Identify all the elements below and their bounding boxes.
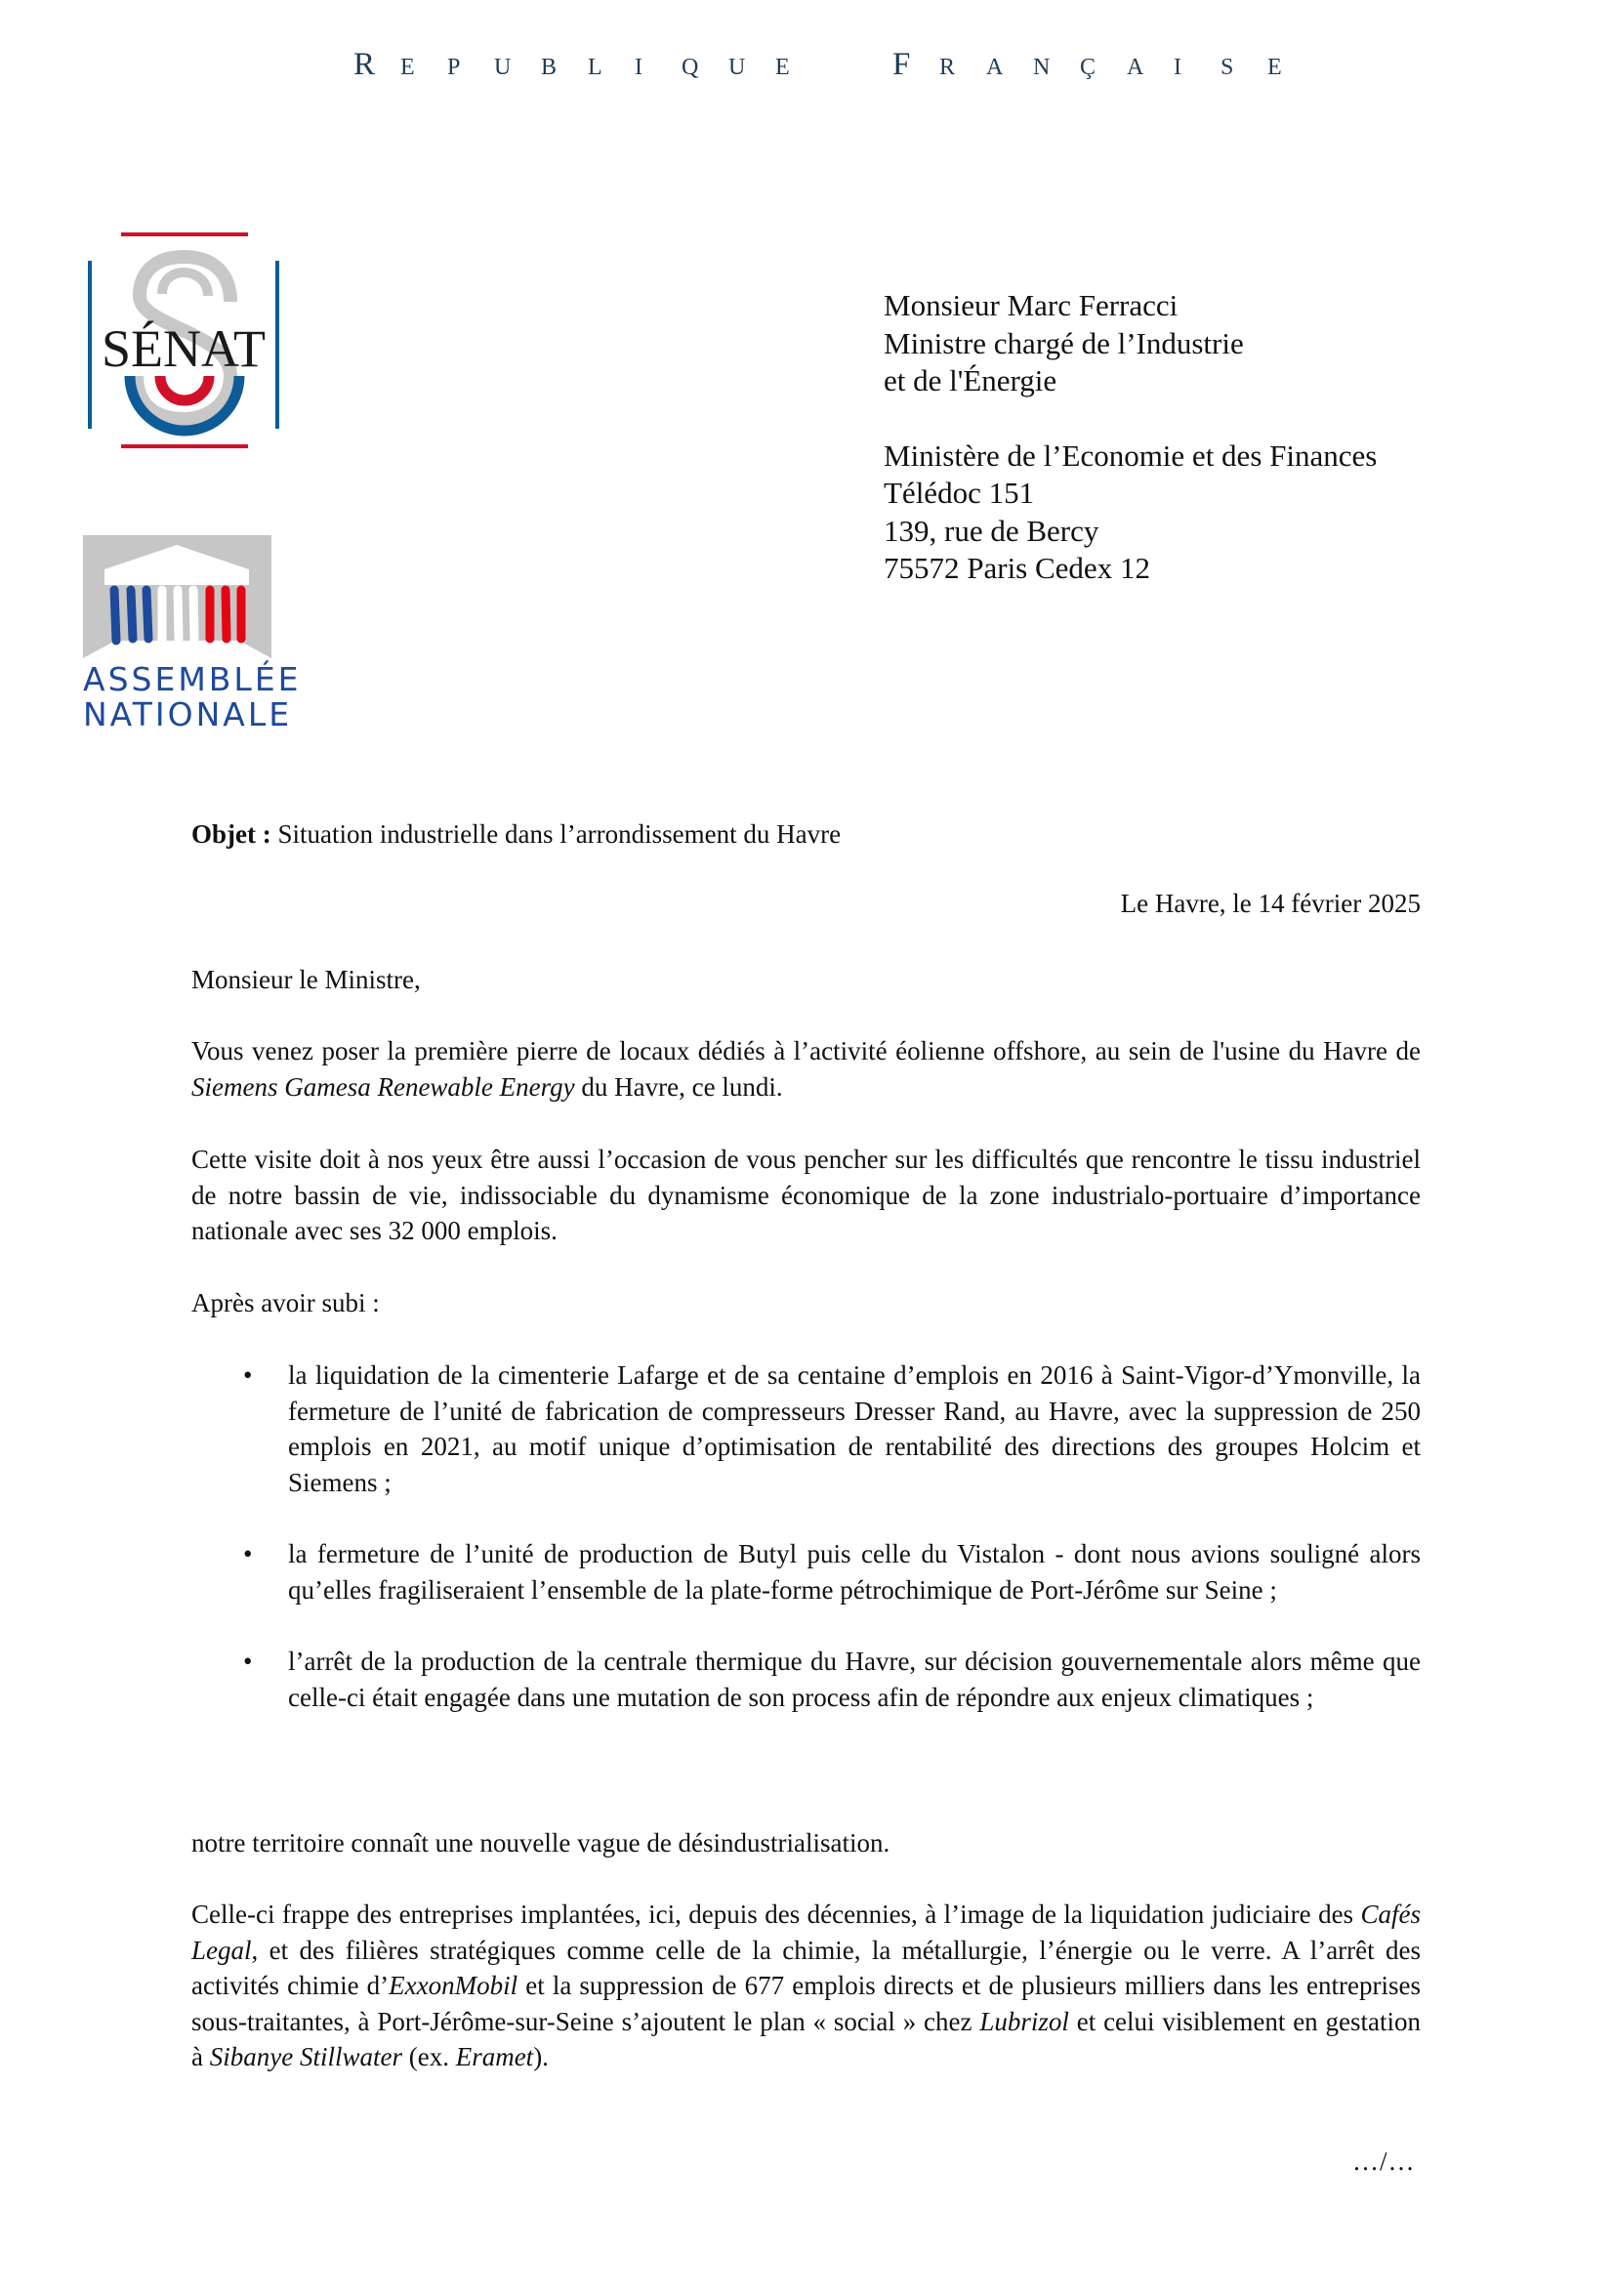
header-letter: A bbox=[1127, 55, 1144, 80]
recipient-ministry: Ministère de l’Economie et des Finances bbox=[884, 438, 1378, 473]
bullet-text-2: la fermeture de l’unité de production de Butyl puis celle du Vistalon - dont nous avions souligné alors qu’elles fragiliseraient l’ensemble de la plate-forme pétrochimique de Port-Jérôme sur Seine ; bbox=[288, 1539, 1421, 1605]
header-letter: E bbox=[400, 55, 415, 80]
header-letter: F bbox=[892, 47, 911, 82]
republique-francaise-header bbox=[353, 47, 1359, 83]
assemblee-nationale-logo bbox=[83, 535, 302, 733]
paragraph-5-text-d: et celui visiblement en gestation à bbox=[191, 2006, 1422, 2071]
header-letter: R bbox=[939, 55, 956, 80]
recipient-name: Monsieur Marc Ferracci bbox=[884, 288, 1179, 322]
header-letter: E bbox=[775, 55, 790, 80]
paragraph-3: Après avoir subi : bbox=[191, 1288, 380, 1317]
recipient-city: 75572 Paris Cedex 12 bbox=[884, 551, 1150, 585]
list-item bbox=[191, 1536, 1421, 1607]
paragraph-1-text-b: du Havre, ce lundi. bbox=[574, 1071, 783, 1102]
company-lubrizol: Lubrizol bbox=[979, 2006, 1069, 2036]
paragraph-2: Cette visite doit à nos yeux être aussi l’occasion de vous pencher sur les difficultés que rencontre le tissu industriel de notre bassin de vie, indissociable du dynamisme économique de la zone industrialo-portuaire d’importance nationale avec ses 32 000 emplois. bbox=[191, 1145, 1421, 1245]
company-siemens-gamesa: Siemens Gamesa Renewable Energy bbox=[191, 1071, 575, 1102]
paragraph-5-text-e: (ex. bbox=[401, 2042, 456, 2071]
subject-line bbox=[191, 816, 1421, 853]
recipient-title: Ministre chargé de l’Industrie bbox=[884, 325, 1244, 360]
bullet-icon: • bbox=[243, 1647, 253, 1676]
company-exxonmobil: ExxonMobil bbox=[389, 1971, 518, 2000]
bullet-list bbox=[191, 1357, 1421, 1751]
company-eramet: Eramet bbox=[455, 2042, 534, 2071]
recipient-address-block bbox=[884, 287, 1377, 588]
header-word-2 bbox=[892, 47, 1314, 83]
paragraph-5-text-b: , et des filières stratégiques comme celle de la chimie, la métallurgie, l’énergie ou le verre. A l’arrêt des activités chimie d’ bbox=[191, 1935, 1421, 2000]
paragraph-5-text-c: et la suppression de 677 emplois directs et de plusieurs milliers dans les entreprises sous-traitantes, à Port-Jérôme-sur-Seine s’ajoutent le plan « social » chez bbox=[191, 1971, 1421, 2036]
paragraph-1-text-a: Vous venez poser la première pierre de locaux dédiés à l’activité éolienne offshore, au sein de l'usine du Havre de bbox=[191, 1036, 1421, 1065]
header-letter: U bbox=[494, 55, 512, 80]
subject-label: Objet : bbox=[191, 819, 271, 849]
header-letter: L bbox=[588, 55, 602, 80]
header-letter: I bbox=[635, 55, 642, 80]
header-letter: S bbox=[1221, 55, 1234, 80]
senat-logo-graphic bbox=[86, 230, 281, 456]
page-continuation-marker: …/… bbox=[1352, 2147, 1416, 2176]
header-letter: I bbox=[1174, 55, 1181, 80]
bullet-text-1: la liquidation de la cimenterie Lafarge et de sa centaine d’emplois en 2016 à Saint-Vigor-d’Ymonville, la fermeture de l’unité de fabrication de compresseurs Dresser Rand, au Havre, avec la suppression de 250 emplois en 2021, au motif unique d’optimisation de rentabilité des directions des groupes Holcim et Siemens ; bbox=[288, 1360, 1421, 1497]
header-letter: B bbox=[541, 55, 558, 80]
list-item bbox=[191, 1357, 1421, 1500]
header-letter: U bbox=[728, 55, 746, 80]
paragraph-5 bbox=[191, 1897, 1421, 2075]
salutation: Monsieur le Ministre, bbox=[191, 965, 421, 994]
bullet-icon: • bbox=[243, 1360, 253, 1390]
company-sibanye-stillwater: Sibanye Stillwater bbox=[209, 2042, 402, 2071]
senat-logo-text: SÉNAT bbox=[101, 319, 267, 378]
paragraph-1 bbox=[191, 1033, 1421, 1105]
header-letter: R bbox=[353, 47, 376, 82]
subject-text: Situation industrielle dans l’arrondissement du Havre bbox=[270, 819, 842, 849]
header-letter: Ç bbox=[1080, 55, 1097, 80]
header-letter: N bbox=[1033, 55, 1051, 80]
bullet-text-3: l’arrêt de la production de la centrale thermique du Havre, sur décision gouvernementale alors même que celle-ci était engagée dans une mutation de son process afin de répondre aux enjeux climatiques ; bbox=[288, 1647, 1421, 1712]
assemblee-building-icon bbox=[83, 535, 271, 662]
paragraph-5-text-a: Celle-ci frappe des entreprises implantées, ici, depuis des décennies, à l’image de la liquidation judiciaire des bbox=[191, 1899, 1361, 1929]
list-item bbox=[191, 1644, 1421, 1715]
bullet-icon: • bbox=[243, 1539, 253, 1568]
header-word-1 bbox=[353, 47, 822, 83]
paragraph-5-text-f: ). bbox=[533, 2042, 549, 2071]
header-letter: P bbox=[447, 55, 461, 80]
header-letter: Q bbox=[682, 55, 699, 80]
assemblee-logo-line2: NATIONALE bbox=[83, 695, 293, 733]
assemblee-logo-line1: ASSEMBLÉE bbox=[83, 660, 302, 698]
header-letter: E bbox=[1267, 55, 1282, 80]
recipient-title-cont: et de l'Énergie bbox=[884, 363, 1057, 397]
header-letter: A bbox=[986, 55, 1004, 80]
paragraph-4: notre territoire connaît une nouvelle vague de désindustrialisation. bbox=[191, 1828, 890, 1858]
company-cafes-legal: Cafés Legal bbox=[191, 1899, 1421, 1965]
recipient-street: 139, rue de Bercy bbox=[884, 513, 1099, 548]
senat-logo bbox=[86, 230, 281, 456]
recipient-teledoc: Télédoc 151 bbox=[884, 476, 1035, 510]
letter-date: Le Havre, le 14 février 2025 bbox=[1120, 889, 1421, 918]
